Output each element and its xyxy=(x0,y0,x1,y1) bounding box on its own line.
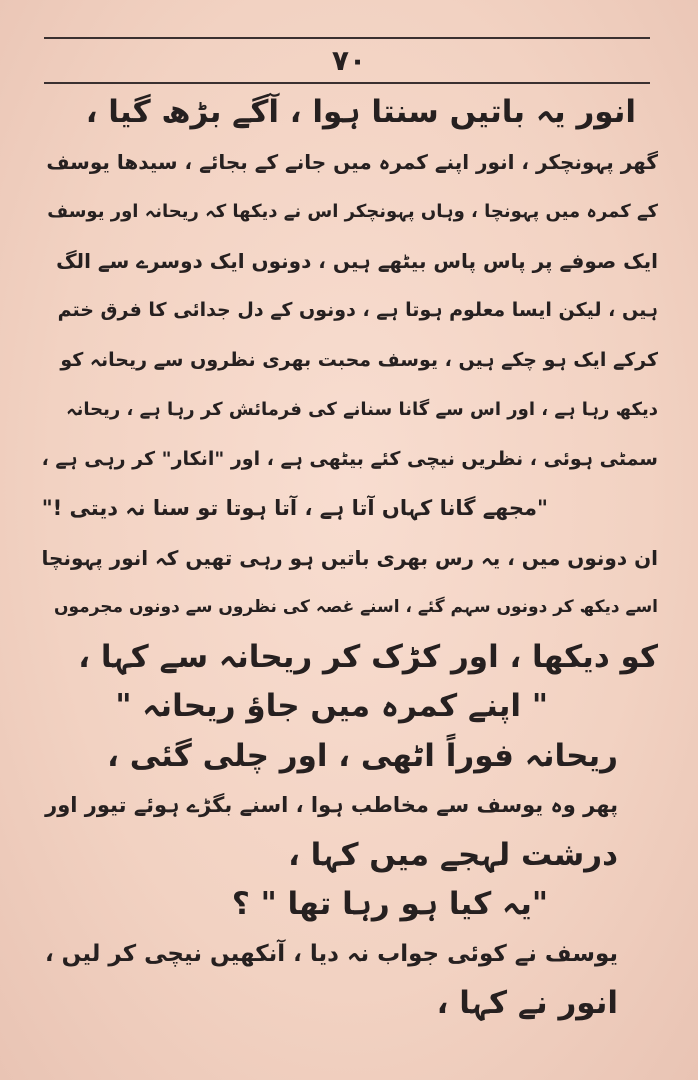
header-rule-top xyxy=(44,37,650,39)
text-line: کرکے ایک ہو چکے ہیں ، یوسف محبت بھری نظروں سے ریحانہ کو xyxy=(60,348,658,371)
text-line: ایک صوفے پر پاس پاس بیٹھے ہیں ، دونوں ایک دوسرے سے الگ xyxy=(56,248,658,273)
text-line: ریحانہ فوراً اٹھی ، اور چلی گئی ، xyxy=(107,737,618,774)
text-line: گھر پہونچکر ، انور اپنے کمرہ میں جانے کے بجائے ، سیدھا یوسف xyxy=(46,149,658,174)
text-line: کو دیکھا ، اور کڑک کر ریحانہ سے کہا ، xyxy=(78,638,658,675)
text-line: پھر وہ یوسف سے مخاطب ہوا ، اسنے بگڑے ہوئے تیور اور xyxy=(45,793,618,817)
text-line: سمٹی ہوئی ، نظریں نیچی کئے بیٹھی ہے ، اور "انکار" کر رہی ہے ، xyxy=(41,447,658,470)
quoted-line: "یہ کیا ہو رہا تھا " ؟ xyxy=(231,886,548,922)
text-line: ہیں ، لیکن ایسا معلوم ہوتا ہے ، دونوں کے دل جدائی کا فرق ختم xyxy=(57,299,658,321)
page-body xyxy=(36,88,658,1029)
text-line: یوسف نے کوئی جواب نہ دیا ، آنکھیں نیچی کر لیں ، xyxy=(44,940,618,967)
text-line: دیکھ رہا ہے ، اور اس سے گانا سنانے کی فرمائش کر رہا ہے ، ریحانہ xyxy=(66,399,658,420)
text-line: ان دونوں میں ، یہ رس بھری باتیں ہو رہی تھیں کہ انور پہونچا xyxy=(41,545,658,570)
quoted-line: " اپنے کمرہ میں جاؤ ریحانہ " xyxy=(115,688,548,724)
text-line: درشت لہجے میں کہا ، xyxy=(288,836,618,873)
page-number: ۷۰ xyxy=(331,44,367,77)
header-rule-bottom xyxy=(44,82,650,84)
text-line: اسے دیکھ کر دونوں سہم گئے ، اسنے غصہ کی نظروں سے دونوں مجرموں xyxy=(54,597,658,617)
text-line: انور نے کہا ، xyxy=(436,985,618,1021)
text-line: کے کمرہ میں پہونچا ، وہاں پہونچکر اس نے دیکھا کہ ریحانہ اور یوسف xyxy=(47,201,658,222)
text-line: انور یہ باتیں سنتا ہوا ، آگے بڑھ گیا ، xyxy=(85,94,636,130)
quoted-line: "مجھے گانا کہاں آتا ہے ، آتا ہوتا تو سنا نہ دیتی !" xyxy=(41,496,548,520)
